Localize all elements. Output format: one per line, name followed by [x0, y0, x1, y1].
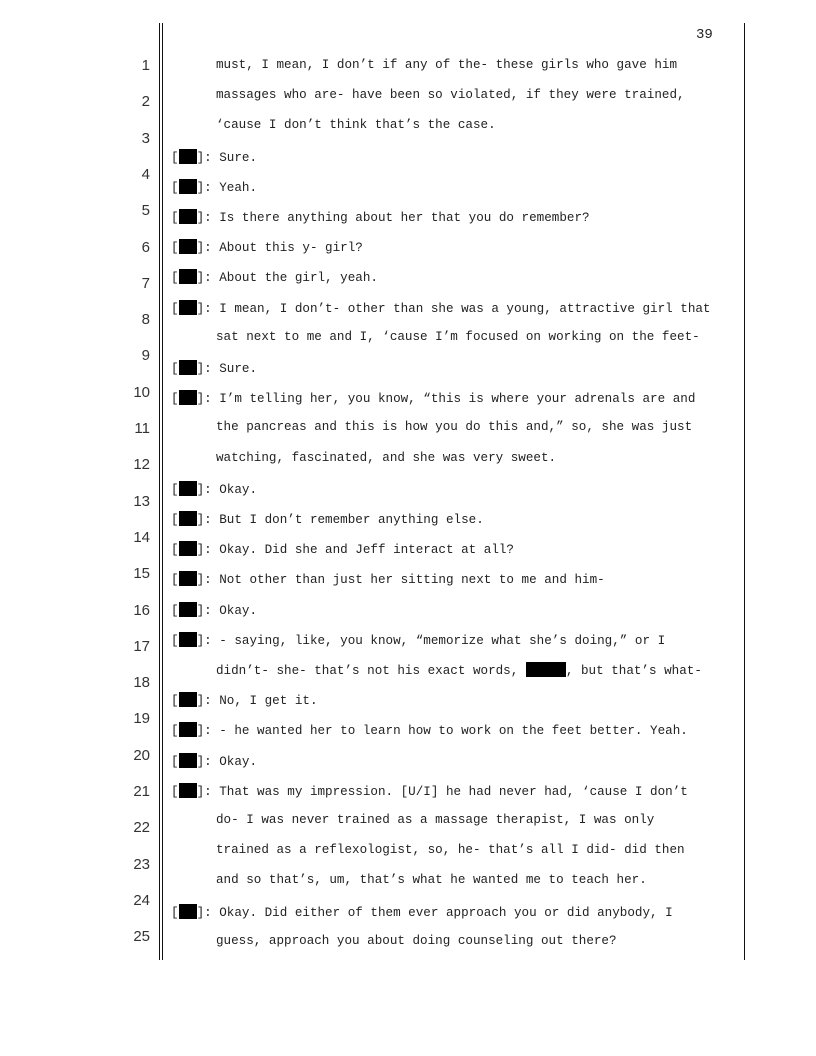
redacted-speaker-name — [179, 783, 197, 798]
redacted-speaker-name — [179, 300, 197, 315]
redacted-speaker-name — [179, 571, 197, 586]
continuation-line: sat next to me and I, ‘cause I’m focused on working on the feet- — [216, 329, 700, 344]
left-margin-rule — [159, 23, 160, 960]
speaker-text: Okay. — [219, 482, 258, 497]
line-number: 16 — [133, 601, 150, 619]
line-number: 7 — [141, 274, 150, 292]
speaker-text: - saying, like, you know, “memorize what she’s doing,” or I — [219, 633, 666, 648]
speaker-line: [ ]: About the girl, yeah. — [171, 271, 378, 286]
line-number: 2 — [141, 93, 150, 111]
speaker-text: Sure. — [219, 150, 258, 165]
redacted-speaker-name — [179, 541, 197, 556]
speaker-line: [ ]: Okay. Did either of them ever approach you or did anybody, I — [171, 905, 673, 920]
speaker-text: - he wanted her to learn how to work on the feet better. Yeah. — [219, 724, 688, 739]
redacted-speaker-name — [179, 360, 197, 375]
line-number: 10 — [133, 383, 150, 401]
speaker-text: No, I get it. — [219, 694, 318, 709]
line-number: 14 — [133, 528, 150, 546]
redacted-speaker-name — [179, 269, 197, 284]
speaker-line: [ ]: Yeah. — [171, 180, 258, 195]
line-number: 15 — [133, 565, 150, 583]
speaker-line: [ ]: Not other than just her sitting next to me and him- — [171, 573, 605, 588]
redacted-speaker-name — [179, 692, 197, 707]
page-number: 39 — [696, 27, 713, 43]
line-number: 3 — [141, 129, 150, 147]
speaker-text: I mean, I don’t- other than she was a young, attractive girl that — [219, 301, 711, 316]
speaker-text: About the girl, yeah. — [219, 271, 378, 286]
speaker-line: [ ]: I mean, I don’t- other than she was a young, attractive girl that — [171, 301, 711, 316]
line-number: 25 — [133, 928, 150, 946]
line-number: 23 — [133, 855, 150, 873]
line-number: 12 — [133, 456, 150, 474]
continuation-line: guess, approach you about doing counseling out there? — [216, 933, 617, 948]
speaker-line: [ ]: That was my impression. [U/I] he had never had, ‘cause I don’t — [171, 784, 688, 799]
redacted-speaker-name — [179, 602, 197, 617]
continuation-line: ‘cause I don’t think that’s the case. — [216, 118, 496, 133]
redacted-speaker-name — [179, 390, 197, 405]
redacted-speaker-name — [179, 481, 197, 496]
redacted-speaker-name — [179, 722, 197, 737]
continuation-line: do- I was never trained as a massage therapist, I was only — [216, 813, 655, 827]
speaker-line: [ ]: Is there anything about her that you do remember? — [171, 211, 590, 225]
speaker-text: Not other than just her sitting next to me and him- — [219, 573, 605, 588]
right-margin-rule — [744, 23, 745, 960]
redacted-speaker-name — [179, 753, 197, 768]
speaker-text: Yeah. — [219, 180, 258, 195]
redacted-speaker-name — [179, 149, 197, 164]
speaker-text: Sure. — [219, 362, 258, 376]
speaker-line: [ ]: Okay. — [171, 603, 258, 618]
redacted-speaker-name — [179, 632, 197, 647]
speaker-text: But I don’t remember anything else. — [219, 513, 484, 527]
speaker-line: [ ]: But I don’t remember anything else. — [171, 513, 484, 527]
continuation-line: trained as a reflexologist, so, he- that’s all I did- did then — [216, 843, 685, 858]
speaker-line: [ ]: Sure. — [171, 362, 258, 376]
text-after-redaction: , but that’s what- — [565, 664, 702, 678]
line-number: 13 — [133, 492, 150, 510]
redacted-speaker-name — [179, 209, 197, 224]
speaker-line: [ ]: About this y- girl? — [171, 241, 363, 256]
speaker-text: I’m telling her, you know, “this is where your adrenals are and — [219, 392, 696, 407]
redacted-speaker-name — [179, 904, 197, 919]
line-number: 21 — [133, 783, 150, 800]
speaker-line: [ ]: Okay. — [171, 482, 258, 497]
redacted-speaker-name — [179, 511, 197, 526]
speaker-line: [ ]: I’m telling her, you know, “this is where your adrenals are and — [171, 392, 696, 407]
speaker-text: Okay. Did she and Jeff interact at all? — [219, 543, 514, 558]
continuation-line — [216, 662, 702, 678]
line-number: 1 — [141, 57, 150, 74]
speaker-line: [ ]: No, I get it. — [171, 694, 318, 709]
text-before-redaction: didn’t- she- that’s not his exact words, — [216, 664, 526, 678]
line-number: 8 — [141, 311, 150, 329]
speaker-line: [ ]: Okay. — [171, 754, 258, 769]
continuation-line: the pancreas and this is how you do this and,” so, she was just — [216, 420, 693, 435]
speaker-line: [ ]: Okay. Did she and Jeff interact at all? — [171, 543, 514, 558]
line-number: 6 — [141, 238, 150, 256]
continuation-line: watching, fascinated, and she was very sweet. — [216, 450, 557, 465]
line-number: 18 — [133, 674, 150, 692]
redacted-name — [526, 662, 566, 677]
speaker-text: Okay. — [219, 754, 258, 769]
speaker-line: [ ]: Sure. — [171, 150, 258, 165]
line-number: 20 — [133, 746, 150, 764]
speaker-text: Is there anything about her that you do remember? — [219, 211, 590, 225]
speaker-text: Okay. Did either of them ever approach you or did anybody, I — [219, 905, 673, 920]
continuation-line: must, I mean, I don’t if any of the- these girls who gave him — [216, 58, 678, 72]
speaker-line: [ ]: - he wanted her to learn how to work on the feet better. Yeah. — [171, 724, 688, 739]
line-number: 11 — [134, 420, 150, 437]
speaker-text: Okay. — [219, 603, 258, 618]
line-number: 9 — [141, 347, 150, 365]
line-number: 17 — [133, 637, 150, 655]
redacted-speaker-name — [179, 239, 197, 254]
line-number: 5 — [141, 202, 150, 220]
line-number: 4 — [141, 165, 150, 183]
speaker-text: That was my impression. [U/I] he had never had, ‘cause I don’t — [219, 784, 688, 799]
left-margin-rule-inner — [162, 23, 163, 960]
speaker-line: [ ]: - saying, like, you know, “memorize what she’s doing,” or I — [171, 633, 666, 648]
line-number: 24 — [133, 891, 150, 909]
speaker-text: About this y- girl? — [219, 241, 363, 256]
continuation-line: massages who are- have been so violated, if they were trained, — [216, 88, 685, 103]
continuation-line: and so that’s, um, that’s what he wanted me to teach her. — [216, 873, 647, 888]
redacted-speaker-name — [179, 179, 197, 194]
line-number: 19 — [133, 710, 150, 728]
line-number: 22 — [133, 819, 150, 837]
